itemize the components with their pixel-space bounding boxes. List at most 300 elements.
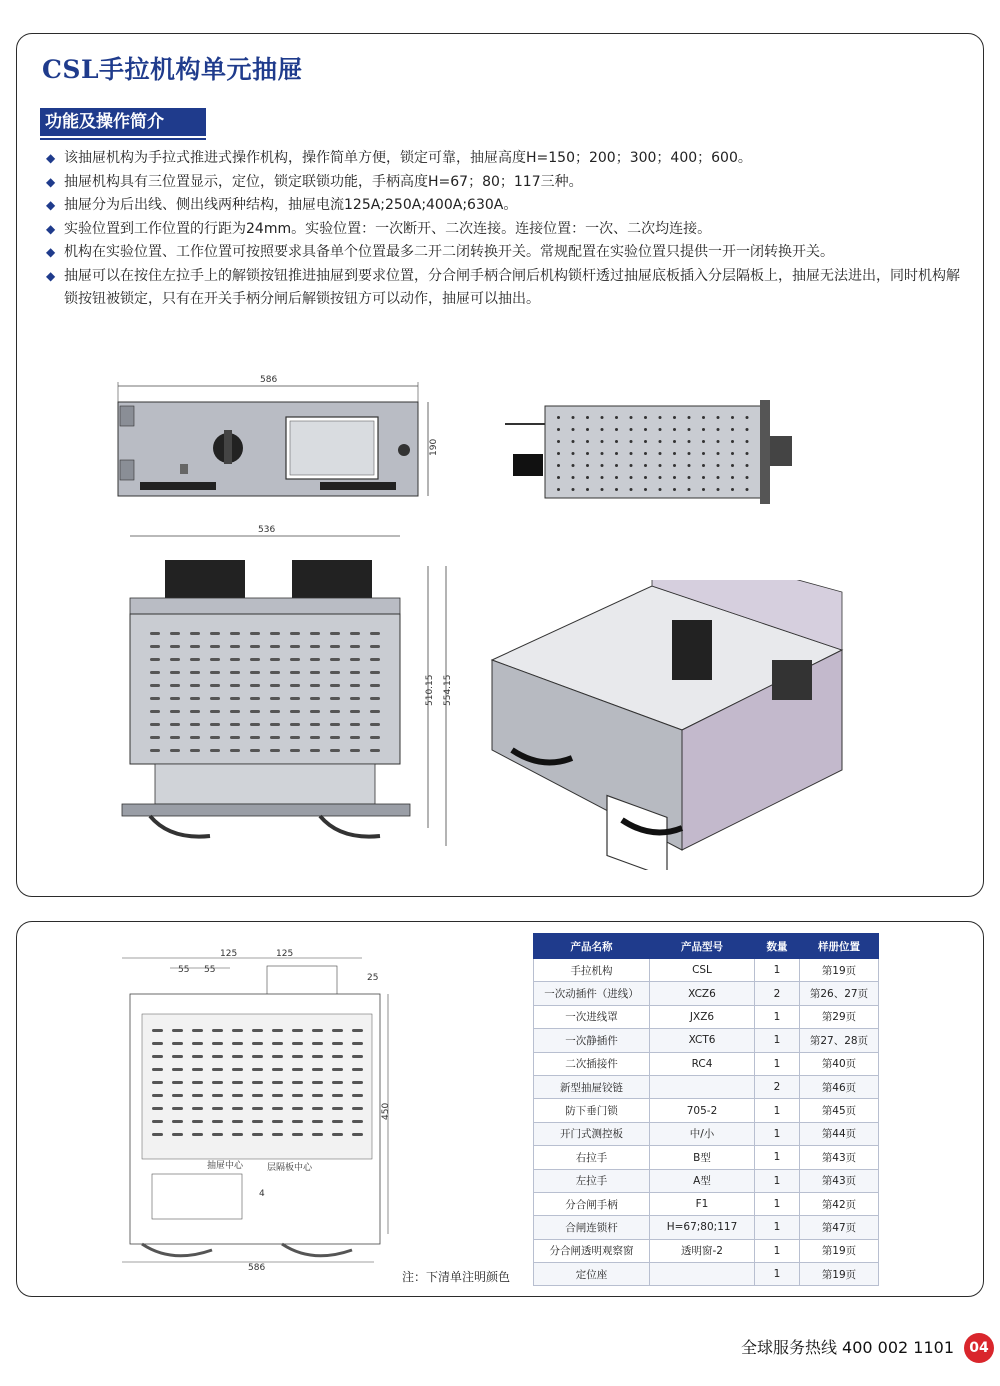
perforation	[172, 1042, 183, 1045]
perforation	[330, 632, 340, 635]
perforation	[370, 697, 380, 700]
perforation	[290, 749, 300, 752]
perforation	[673, 464, 676, 467]
feature-item: ◆ 抽屉分为后出线、侧出线两种结构，抽屉电流125A;250A;400A;630A。	[46, 194, 966, 218]
perforation	[290, 736, 300, 739]
dim-bottom-586: 586	[248, 1263, 266, 1273]
perforation	[332, 1055, 343, 1058]
perforation	[232, 1068, 243, 1071]
perforation	[210, 645, 220, 648]
perforation	[272, 1055, 283, 1058]
perforation	[172, 1120, 183, 1123]
perforation	[270, 723, 280, 726]
perforation	[152, 1055, 163, 1058]
table-row	[534, 1216, 879, 1239]
perforation	[659, 428, 662, 431]
perforation	[172, 1094, 183, 1097]
perforation	[230, 723, 240, 726]
diamond-bullet-icon: ◆	[46, 151, 56, 165]
perforation	[330, 710, 340, 713]
perforation	[330, 723, 340, 726]
perforation	[172, 1055, 183, 1058]
perforation	[370, 684, 380, 687]
perforation	[292, 1133, 303, 1136]
table-row	[534, 1075, 879, 1098]
perforation	[586, 488, 589, 491]
perforation	[370, 723, 380, 726]
perforation	[688, 440, 691, 443]
perforation	[572, 488, 575, 491]
perforation	[230, 632, 240, 635]
perforation	[292, 1094, 303, 1097]
perforation	[731, 488, 734, 491]
perforation	[210, 723, 220, 726]
perforation	[292, 1029, 303, 1032]
perforation	[210, 749, 220, 752]
perforation	[152, 1029, 163, 1032]
perforation	[731, 428, 734, 431]
perforation	[250, 749, 260, 752]
perforation	[170, 723, 180, 726]
perforation	[630, 464, 633, 467]
perforation	[350, 749, 360, 752]
perforation	[170, 645, 180, 648]
perforation	[270, 684, 280, 687]
perforation	[290, 671, 300, 674]
perforation	[572, 476, 575, 479]
table-cell: 1	[755, 1192, 800, 1215]
perforation	[290, 723, 300, 726]
table-row	[534, 1169, 879, 1192]
table-cell: 第42页	[800, 1192, 879, 1215]
perforation	[212, 1081, 223, 1084]
perforation	[601, 428, 604, 431]
perforation	[332, 1133, 343, 1136]
table-row	[534, 1239, 879, 1262]
perforation	[659, 464, 662, 467]
perforation	[172, 1081, 183, 1084]
table-cell: 1	[755, 1216, 800, 1239]
perforation	[352, 1055, 363, 1058]
section-underline	[40, 138, 206, 140]
table-cell: 一次动插件（进线）	[534, 982, 650, 1005]
perforation	[250, 645, 260, 648]
perforation	[352, 1042, 363, 1045]
table-row	[534, 982, 879, 1005]
perforation	[731, 452, 734, 455]
perforation	[644, 416, 647, 419]
perforation	[152, 1042, 163, 1045]
perforation	[746, 440, 749, 443]
perforation	[586, 440, 589, 443]
diamond-bullet-icon: ◆	[46, 268, 56, 283]
table-cell: 1	[755, 1052, 800, 1075]
perforation	[212, 1068, 223, 1071]
perforation	[330, 736, 340, 739]
table-row	[534, 1263, 879, 1286]
perforation	[212, 1042, 223, 1045]
perforation	[310, 658, 320, 661]
perforation	[270, 736, 280, 739]
perforation	[352, 1094, 363, 1097]
perforation	[170, 710, 180, 713]
perforation	[152, 1107, 163, 1110]
perforation	[312, 1107, 323, 1110]
perforation	[310, 645, 320, 648]
table-cell: JXZ6	[650, 1005, 755, 1028]
perforation	[212, 1055, 223, 1058]
perforation	[702, 428, 705, 431]
perforation	[615, 416, 618, 419]
perforation	[272, 1029, 283, 1032]
table-cell: 防下垂门锁	[534, 1099, 650, 1122]
perforation	[150, 723, 160, 726]
perforation	[350, 697, 360, 700]
perforation	[232, 1107, 243, 1110]
perforation	[292, 1107, 303, 1110]
table-cell: 新型抽屉铰链	[534, 1075, 650, 1098]
perforation	[172, 1068, 183, 1071]
dim-bottom-4: 4	[259, 1189, 265, 1199]
perforation	[615, 452, 618, 455]
feature-item: ◆ 抽屉机构具有三位置显示，定位，锁定联锁功能，手柄高度H=67；80；117三种。	[46, 171, 966, 195]
diamond-bullet-icon: ◆	[46, 245, 56, 259]
feature-item: ◆ 机构在实验位置、工作位置可按照要求具备单个位置最多二开二闭转换开关。常规配置在实验位置只提供一开一闭转换开关。	[46, 241, 966, 265]
table-cell: XCT6	[650, 1029, 755, 1052]
table-cell	[650, 1075, 755, 1098]
perforation	[312, 1120, 323, 1123]
feature-item: ◆ 该抽屉机构为手拉式推进式操作机构，操作简单方便，锁定可靠，抽屉高度H=150；200；300；400；600。	[46, 147, 966, 171]
perforation	[615, 488, 618, 491]
perforation	[330, 684, 340, 687]
diamond-bullet-icon: ◆	[46, 198, 56, 212]
perforation	[150, 632, 160, 635]
perforation	[702, 416, 705, 419]
perforation	[601, 440, 604, 443]
perforation	[272, 1068, 283, 1071]
perforation	[230, 671, 240, 674]
table-cell: 第46页	[800, 1075, 879, 1098]
perforation	[272, 1133, 283, 1136]
perforation	[152, 1120, 163, 1123]
perforation	[352, 1120, 363, 1123]
perforation	[230, 697, 240, 700]
table-cell: 左拉手	[534, 1169, 650, 1192]
perforation	[192, 1120, 203, 1123]
perforation	[731, 440, 734, 443]
table-row	[534, 1122, 879, 1145]
col-header-name: 产品名称	[534, 934, 650, 959]
perforation	[212, 1029, 223, 1032]
perforation	[192, 1029, 203, 1032]
perforation	[170, 658, 180, 661]
perforation	[688, 452, 691, 455]
perforation	[172, 1133, 183, 1136]
perforation	[230, 736, 240, 739]
perforation	[270, 658, 280, 661]
perforation	[170, 684, 180, 687]
perforation	[190, 684, 200, 687]
perforation	[352, 1029, 363, 1032]
diamond-bullet-icon: ◆	[46, 221, 56, 236]
table-cell: 一次进线罩	[534, 1005, 650, 1028]
perforation	[252, 1133, 263, 1136]
perforation	[557, 464, 560, 467]
table-cell: 开门式测控板	[534, 1122, 650, 1145]
perforation	[601, 476, 604, 479]
perforation	[150, 671, 160, 674]
perforation	[644, 440, 647, 443]
perforation	[572, 452, 575, 455]
perforation	[270, 697, 280, 700]
perforation	[150, 736, 160, 739]
table-cell: 1	[755, 1122, 800, 1145]
perforation	[673, 476, 676, 479]
table-row	[534, 959, 879, 982]
perforation	[192, 1107, 203, 1110]
perforation	[659, 416, 662, 419]
perforation	[688, 488, 691, 491]
col-header-qty: 数量	[755, 934, 800, 959]
perforation	[310, 671, 320, 674]
perforation	[717, 428, 720, 431]
perforation	[370, 671, 380, 674]
perforation	[292, 1081, 303, 1084]
page-title: CSL手拉机构单元抽屉	[42, 55, 304, 84]
perforation	[212, 1094, 223, 1097]
col-header-model: 产品型号	[650, 934, 755, 959]
perforation	[746, 488, 749, 491]
perforation	[310, 632, 320, 635]
table-row	[534, 1029, 879, 1052]
perforation	[557, 428, 560, 431]
table-cell: 第47页	[800, 1216, 879, 1239]
perforation	[190, 749, 200, 752]
perforation	[310, 723, 320, 726]
diamond-bullet-icon: ◆	[46, 174, 56, 189]
perforation	[644, 428, 647, 431]
side-view-drawing	[505, 398, 800, 508]
perforation	[190, 671, 200, 674]
perforation	[332, 1029, 343, 1032]
perforation	[644, 464, 647, 467]
perforation	[252, 1120, 263, 1123]
table-cell: A型	[650, 1169, 755, 1192]
perforation	[370, 710, 380, 713]
perforation	[170, 749, 180, 752]
dim-bottom-55b: 55	[204, 965, 216, 975]
perforation	[210, 710, 220, 713]
table-cell: 1	[755, 959, 800, 982]
perforation	[630, 452, 633, 455]
perforation	[252, 1094, 263, 1097]
perforation	[152, 1133, 163, 1136]
perforation	[312, 1042, 323, 1045]
perforation	[332, 1120, 343, 1123]
perforation	[717, 488, 720, 491]
perforation	[572, 428, 575, 431]
perforation	[270, 671, 280, 674]
perforation	[270, 749, 280, 752]
perforation	[731, 416, 734, 419]
table-row	[534, 1052, 879, 1075]
perforation	[659, 440, 662, 443]
table-cell: 右拉手	[534, 1146, 650, 1169]
perforation	[630, 416, 633, 419]
perforation	[172, 1029, 183, 1032]
table-cell: 1	[755, 1005, 800, 1028]
perforation	[230, 684, 240, 687]
perforation	[717, 440, 720, 443]
perforation	[250, 697, 260, 700]
perforation	[352, 1133, 363, 1136]
perforation	[330, 697, 340, 700]
front-view-drawing	[110, 372, 450, 512]
perforation	[292, 1042, 303, 1045]
perforation	[252, 1107, 263, 1110]
perforation	[673, 428, 676, 431]
perforation	[272, 1081, 283, 1084]
perforation	[746, 428, 749, 431]
table-cell: 合闸连锁杆	[534, 1216, 650, 1239]
dim-front-width: 586	[260, 375, 278, 385]
perforation	[557, 440, 560, 443]
perforation	[250, 632, 260, 635]
perforation	[232, 1081, 243, 1084]
perforation	[210, 671, 220, 674]
perforation	[190, 632, 200, 635]
perforation	[673, 452, 676, 455]
perforation	[330, 658, 340, 661]
perforation	[312, 1029, 323, 1032]
perforation	[702, 464, 705, 467]
perforation	[601, 488, 604, 491]
perforation	[702, 440, 705, 443]
perforation	[152, 1081, 163, 1084]
perforation	[312, 1055, 323, 1058]
table-cell: XCZ6	[650, 982, 755, 1005]
perforation	[586, 476, 589, 479]
perforation	[250, 684, 260, 687]
perforation	[350, 632, 360, 635]
perforation	[572, 464, 575, 467]
perforation	[332, 1068, 343, 1071]
perforation	[350, 710, 360, 713]
perforation	[290, 658, 300, 661]
perforation	[232, 1042, 243, 1045]
perforation	[272, 1107, 283, 1110]
perforation	[310, 749, 320, 752]
perforation	[230, 749, 240, 752]
perforation	[350, 645, 360, 648]
table-cell: H=67;80;117	[650, 1216, 755, 1239]
perforation	[310, 684, 320, 687]
table-cell: RC4	[650, 1052, 755, 1075]
perforation	[630, 476, 633, 479]
perforation	[350, 736, 360, 739]
dim-top-depth-2: 554.15	[443, 674, 453, 706]
feature-list	[46, 147, 966, 312]
perforation	[292, 1068, 303, 1071]
perforation	[370, 632, 380, 635]
table-cell: B型	[650, 1146, 755, 1169]
perforation	[252, 1081, 263, 1084]
perforation	[150, 710, 160, 713]
perforation	[172, 1107, 183, 1110]
perforation	[310, 697, 320, 700]
perforation	[731, 464, 734, 467]
table-cell: 第29页	[800, 1005, 879, 1028]
dim-bottom-25: 25	[367, 973, 379, 983]
perforation	[673, 440, 676, 443]
perforation	[190, 710, 200, 713]
dim-bottom-450: 450	[381, 1102, 391, 1120]
perforation	[673, 416, 676, 419]
perforation	[615, 440, 618, 443]
perforation	[312, 1068, 323, 1071]
table-row	[534, 1146, 879, 1169]
table-cell: 2	[755, 982, 800, 1005]
label-drawer-center: 抽屉中心	[207, 1161, 244, 1171]
table-cell: 第45页	[800, 1099, 879, 1122]
perforation	[557, 488, 560, 491]
perforation	[210, 632, 220, 635]
perforation	[270, 645, 280, 648]
perforation	[586, 464, 589, 467]
perforation	[352, 1081, 363, 1084]
perforation	[350, 723, 360, 726]
perforation	[252, 1068, 263, 1071]
table-cell: 第27、28页	[800, 1029, 879, 1052]
table-cell: 第26、27页	[800, 982, 879, 1005]
perforation	[232, 1094, 243, 1097]
perforation	[272, 1094, 283, 1097]
perforation	[170, 632, 180, 635]
perforation	[310, 710, 320, 713]
perforation	[615, 428, 618, 431]
perforation	[152, 1068, 163, 1071]
perforation	[330, 671, 340, 674]
perforation	[212, 1133, 223, 1136]
table-cell: CSL	[650, 959, 755, 982]
table-cell: 1	[755, 1263, 800, 1286]
perforation	[370, 749, 380, 752]
perforation	[170, 697, 180, 700]
col-header-page: 样册位置	[800, 934, 879, 959]
bottom-assembly-drawing	[112, 944, 402, 1274]
perforation	[659, 488, 662, 491]
perforation	[586, 452, 589, 455]
perforation	[688, 464, 691, 467]
perforation	[290, 697, 300, 700]
perforation	[192, 1094, 203, 1097]
perforation	[688, 428, 691, 431]
perforation	[332, 1107, 343, 1110]
perforation	[746, 476, 749, 479]
perforation	[272, 1042, 283, 1045]
perforation	[312, 1133, 323, 1136]
perforation	[190, 736, 200, 739]
dim-top-width: 536	[258, 525, 276, 535]
table-cell: 1	[755, 1099, 800, 1122]
page-number-badge: 04	[964, 1333, 994, 1363]
table-cell: 1	[755, 1029, 800, 1052]
perforation	[272, 1120, 283, 1123]
perforation	[688, 476, 691, 479]
table-cell: 1	[755, 1146, 800, 1169]
table-row	[534, 1005, 879, 1028]
parts-table	[533, 933, 879, 1286]
